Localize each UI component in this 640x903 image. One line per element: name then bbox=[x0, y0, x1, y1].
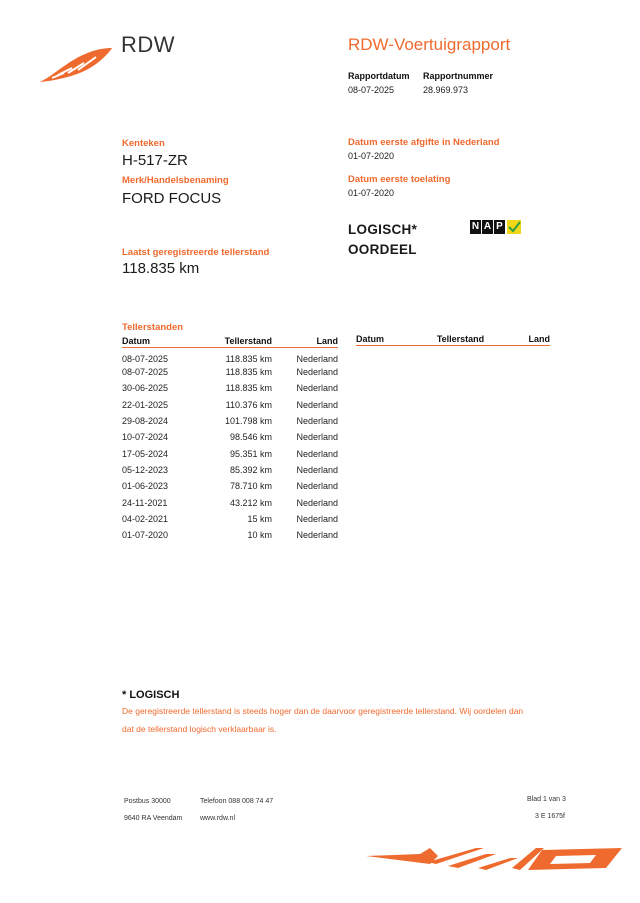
toelating-value: 01-07-2020 bbox=[348, 188, 395, 198]
merk-value: FORD FOCUS bbox=[122, 190, 222, 207]
cell-tellerstand: 10 km bbox=[247, 530, 272, 541]
nap-check-icon bbox=[507, 220, 521, 234]
table-row bbox=[122, 364, 338, 380]
cell-land: Nederland bbox=[296, 513, 338, 524]
nap-logo bbox=[470, 220, 521, 234]
cell-datum: 08-07-2025 bbox=[122, 367, 169, 378]
note-text-line1: De geregistreerde tellerstand is steeds hoger dan de daarvoor geregistreerde tellerstand. Wij oordelen dan bbox=[122, 706, 524, 716]
table-header-row bbox=[122, 336, 338, 348]
table-row bbox=[122, 511, 338, 527]
footer-code: 3 E 1675f bbox=[535, 813, 565, 820]
cell-tellerstand: 95.351 km bbox=[229, 448, 272, 459]
footer-postbus: Postbus 30000 bbox=[124, 798, 171, 805]
cell-land: Nederland bbox=[296, 481, 338, 492]
rapportdatum-label: Rapportdatum bbox=[348, 71, 410, 81]
table-header-row-right bbox=[356, 334, 550, 346]
col-tellerstand-right: Tellerstand bbox=[436, 334, 485, 344]
cell-tellerstand: 110.376 km bbox=[225, 399, 272, 410]
footer-telefoon: Telefoon 088 008 74 47 bbox=[200, 798, 274, 805]
logo-text: RDW bbox=[121, 32, 176, 57]
col-datum-right: Datum bbox=[356, 334, 436, 346]
rapportnummer-label: Rapportnummer bbox=[423, 71, 494, 81]
cell-datum: 17-05-2024 bbox=[122, 448, 169, 459]
tellerstanden-label: Tellerstanden bbox=[122, 322, 184, 333]
cell-land: Nederland bbox=[296, 383, 338, 394]
nap-letter-n: N bbox=[471, 221, 480, 232]
cell-land: Nederland bbox=[296, 448, 338, 459]
cell-tellerstand: 85.392 km bbox=[229, 464, 272, 475]
footer-blad: Blad 1 van 3 bbox=[527, 796, 566, 803]
rdw-logo bbox=[38, 44, 114, 84]
cell-datum: 01-06-2023 bbox=[122, 481, 169, 492]
rapportdatum-value: 08-07-2025 bbox=[348, 85, 395, 95]
table-row bbox=[122, 413, 338, 429]
nap-letter-a: A bbox=[483, 221, 492, 232]
cell-datum: 05-12-2023 bbox=[122, 464, 169, 475]
tellerstanden-body bbox=[122, 348, 338, 544]
cell-tellerstand: 78.710 km bbox=[229, 481, 272, 492]
tellerstanden-table bbox=[122, 336, 338, 543]
table-row bbox=[122, 380, 338, 396]
cell-datum: 01-07-2020 bbox=[122, 530, 169, 541]
report-title: RDW-Voertuigrapport bbox=[348, 35, 511, 54]
kenteken-value: H-517-ZR bbox=[122, 152, 188, 169]
col-land: Land bbox=[272, 336, 338, 348]
cell-tellerstand: 43.212 km bbox=[229, 497, 272, 508]
cell-tellerstand: 15 km bbox=[247, 513, 272, 524]
cell-datum: 10-07-2024 bbox=[122, 432, 169, 443]
oordeel-line1: LOGISCH* bbox=[348, 222, 418, 237]
footer-city: 9640 RA Veendam bbox=[124, 815, 183, 822]
cell-datum: 29-08-2024 bbox=[122, 416, 169, 427]
cell-land: Nederland bbox=[296, 416, 338, 427]
cell-land: Nederland bbox=[296, 367, 338, 378]
col-land-right: Land bbox=[485, 334, 550, 346]
table-row bbox=[122, 478, 338, 494]
cell-land: Nederland bbox=[296, 497, 338, 508]
cell-tellerstand: 98.546 km bbox=[229, 432, 272, 443]
table-row bbox=[122, 462, 338, 478]
oordeel-line2: OORDEEL bbox=[348, 242, 417, 257]
cell-datum: 04-02-2021 bbox=[122, 513, 169, 524]
tellerstand-label: Laatst geregistreerde tellerstand bbox=[122, 247, 270, 258]
cell-datum: 30-06-2025 bbox=[122, 383, 169, 394]
kenteken-label: Kenteken bbox=[122, 138, 165, 149]
table-row bbox=[122, 494, 338, 510]
cell-datum: 08-07-2025 bbox=[122, 354, 169, 364]
table-row bbox=[122, 445, 338, 461]
note-text-line2: dat de tellerstand logisch verklaarbaar is. bbox=[122, 724, 277, 734]
cell-land: Nederland bbox=[296, 530, 338, 541]
footer-website[interactable]: www.rdw.nl bbox=[200, 815, 236, 822]
note-title: * LOGISCH bbox=[122, 689, 180, 701]
cell-datum: 24-11-2021 bbox=[122, 497, 168, 508]
toelating-label: Datum eerste toelating bbox=[348, 174, 451, 185]
table-row bbox=[122, 527, 338, 543]
afgifte-value: 01-07-2020 bbox=[348, 151, 395, 161]
afgifte-label: Datum eerste afgifte in Nederland bbox=[348, 137, 500, 148]
cell-tellerstand: 118.835 km bbox=[225, 354, 272, 364]
table-row bbox=[122, 348, 338, 365]
cell-tellerstand: 101.798 km bbox=[224, 416, 272, 427]
cell-land: Nederland bbox=[296, 432, 338, 443]
cell-land: Nederland bbox=[296, 464, 338, 475]
table-row bbox=[122, 397, 338, 413]
feather-logo-icon bbox=[38, 44, 114, 84]
cell-tellerstand: 118.835 km bbox=[225, 383, 272, 394]
footer-decoration bbox=[366, 842, 628, 872]
rapportnummer-value: 28.969.973 bbox=[423, 85, 469, 95]
footer-stripes-icon bbox=[366, 842, 628, 872]
cell-datum: 22-01-2025 bbox=[122, 399, 169, 410]
cell-land: Nederland bbox=[296, 399, 338, 410]
tellerstand-value: 118.835 km bbox=[122, 260, 200, 277]
table-row bbox=[122, 429, 338, 445]
nap-letter-p: P bbox=[494, 220, 505, 234]
cell-tellerstand: 118.835 km bbox=[225, 367, 272, 378]
col-tellerstand: Tellerstand bbox=[202, 336, 272, 348]
merk-label: Merk/Handelsbenaming bbox=[122, 175, 229, 186]
cell-land: Nederland bbox=[296, 354, 338, 364]
tellerstanden-table-right bbox=[356, 334, 550, 346]
col-datum: Datum bbox=[122, 336, 202, 348]
